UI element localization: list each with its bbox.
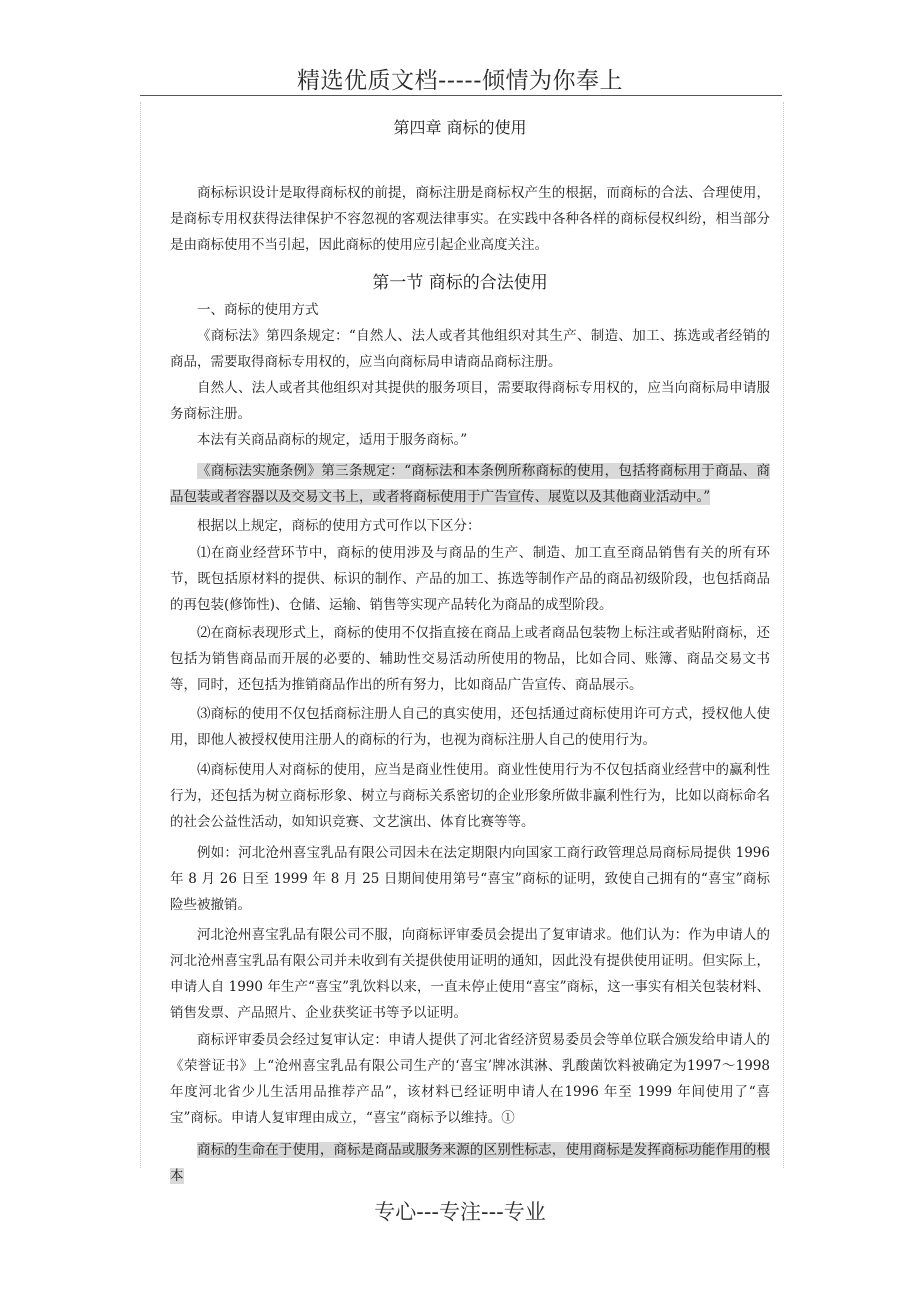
- page-footer-text: 专心---专注---专业: [374, 1200, 546, 1224]
- paragraph-example: 例如：河北沧州喜宝乳品有限公司因未在法定期限内向国家工商行政管理总局商标局提供 1996 年 8 月 26 日至 1999 年 8 月 25 日期间使用第号“喜宝”商标的证明，致使自己拥有的“喜宝”商标险些被撤销。: [170, 845, 770, 913]
- paragraph-trademark-law-art4: 《商标法》第四条规定：“自然人、法人或者其他组织对其生产、制造、加工、拣选或者经销的商品，需要取得商标专用权的，应当向商标局申请商品商标注册。: [170, 328, 770, 370]
- paragraph-review-decision: 商标评审委员会经过复审认定：申请人提供了河北省经济贸易委员会等单位联合颁发给申请人的《荣誉证书》上“沧州喜宝乳品有限公司生产的‘喜宝’牌冰淇淋、乳酸菌饮料被确定为1997～1998 年度河北省少儿生活用品推荐产品”，该材料已经证明申请人在1996 年至 1999 年间使用了“喜宝”商标。申请人复审理由成立，“喜宝”商标予以维持。①: [170, 1032, 770, 1126]
- paragraph-implementing-regulation: [170, 458, 770, 510]
- paragraph-item-1: ⑴在商业经营环节中，商标的使用涉及与商品的生产、制造、加工直至商品销售有关的所有环节，既包括原材料的提供、标识的制作、产品的加工、拣选等制作产品的商品初级阶段，也包括商品的再包装(修饰性)、仓储、运输、销售等实现产品转化为商品的成型阶段。: [170, 545, 770, 613]
- intro-paragraph: 商标标识设计是取得商标权的前提，商标注册是商标权产生的根据，而商标的合法、合理使用，是商标专用权获得法律保护不容忽视的客观法律事实。在实践中各种各样的商标侵权纠纷，相当部分是由商标使用不当引起，因此商标的使用应引起企业高度关注。: [170, 185, 770, 253]
- paragraph-trademark-life: [170, 1137, 770, 1189]
- paragraph-item-4: ⑷商标使用人对商标的使用，应当是商业性使用。商业性使用行为不仅包括商业经营中的赢利性行为，还包括为树立商标形象、树立与商标关系密切的企业形象所做非赢利性行为，比如以商标命名的社会公益性活动，如知识竞赛、文艺演出、体育比赛等等。: [170, 762, 770, 830]
- paragraph-service-mark-rule: 本法有关商品商标的规定，适用于服务商标。”: [197, 432, 468, 448]
- paragraph-item-3: ⑶商标的使用不仅包括商标注册人自己的真实使用，还包括通过商标使用许可方式，授权他人使用，即他人被授权使用注册人的商标的行为，也视为商标注册人自己的使用行为。: [170, 706, 770, 748]
- highlighted-text: 商标的生命在于使用，商标是商品或服务来源的区别性标志，使用商标是发挥商标功能作用的根本: [170, 1142, 770, 1184]
- page-header-title: 精选优质文档-----倾情为你奉上: [297, 68, 623, 94]
- header-divider: [140, 95, 782, 96]
- paragraph-item-2: ⑵在商标表现形式上，商标的使用不仅指直接在商品上或者商品包装物上标注或者贴附商标，还包括为销售商品而开展的必要的、辅助性交易活动所使用的物品，比如合同、账簿、商品交易文书等，同时，还包括为推销商品作出的所有努力，比如商品广告宣传、商品展示。: [170, 625, 770, 693]
- subheading-usage-methods: 一、商标的使用方式: [197, 302, 319, 318]
- paragraph-service-registration: 自然人、法人或者其他组织对其提供的服务项目，需要取得商标专用权的，应当向商标局申请服务商标注册。: [170, 380, 770, 422]
- section-title: 第一节 商标的合法使用: [372, 273, 548, 293]
- paragraph-review-request: 河北沧州喜宝乳品有限公司不服，向商标评审委员会提出了复审请求。他们认为：作为申请人的河北沧州喜宝乳品有限公司并未收到有关提供使用证明的通知，因此没有提供使用证明。但实际上，申请人自 1990 年生产“喜宝”乳饮料以来，一直未停止使用“喜宝”商标，这一事实有相关包装材料、销售发票、产品照片、企业获奖证书等予以证明。: [170, 927, 770, 1021]
- chapter-title: 第四章 商标的使用: [393, 118, 527, 137]
- paragraph-classification-intro: 根据以上规定，商标的使用方式可作以下区分：: [197, 518, 481, 534]
- highlighted-text: 《商标法实施条例》第三条规定：“商标法和本条例所称商标的使用，包括将商标用于商品、商品包装或者容器以及交易文书上，或者将商标使用于广告宣传、展览以及其他商业活动中。”: [170, 463, 770, 505]
